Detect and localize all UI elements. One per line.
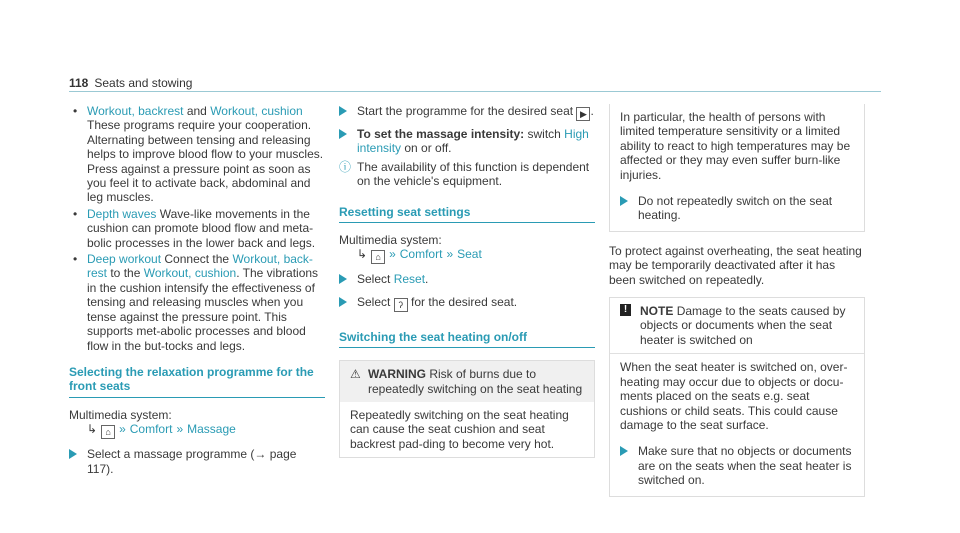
warning-icon: ⚠ — [350, 367, 361, 382]
term-link[interactable]: Workout, back-rest — [87, 252, 313, 281]
list-item: • Depth waves Wave-like movements in the cushion can promote blood flow and meta-bolic processes in the lower back and legs. — [73, 206, 316, 250]
column-2 — [339, 104, 595, 458]
instruction-step — [339, 272, 595, 286]
note-box — [609, 297, 865, 496]
text: and — [183, 104, 211, 118]
text: . The vibrations in the cushion intensify the effectiveness of tensing and releasing muscles when you tense against the pressure point. This supports met-abolic processes and blood flow in the but-tocks and legs. — [87, 266, 319, 353]
note-body: When the seat heater is switched on, over-heating may occur due to objects or docu-ments placed on the seats e.g. seat cushions or child seats. This could cause damage to the seat surface. — [610, 353, 864, 438]
system-label: Multimedia system: — [69, 407, 172, 422]
text: on or off. — [401, 141, 452, 156]
text: . — [425, 272, 429, 287]
chevron-icon: » — [446, 247, 454, 262]
step-arrow-icon — [339, 274, 347, 284]
text: switch — [524, 127, 565, 141]
header-rule — [69, 91, 881, 92]
path-item[interactable]: Massage — [187, 422, 236, 437]
warning-body: Repeatedly switching on the seat heating can cause the seat cushion and seat backrest pad-ding to become very hot. — [350, 408, 569, 451]
notice-icon: ! — [620, 304, 631, 316]
text: To set the massage intensity: — [357, 127, 525, 141]
warning-body: In particular, the health of persons with limited temperature sensitivity or a limited ability to react to high temperatures may be affected or they may even suffer burn-like injuries. — [620, 110, 851, 182]
text: Wave-like movements in the cushion can promote blood flow and meta-bolic processes in the lower back and legs. — [87, 206, 316, 250]
text: Select — [357, 294, 391, 309]
text: for the desired seat. — [411, 294, 518, 309]
note-header — [610, 298, 864, 353]
text: Select — [357, 272, 394, 287]
info-note — [339, 160, 595, 189]
step-arrow-icon — [339, 297, 347, 307]
section-title: Switching the seat heating on/off — [339, 330, 595, 348]
path-arrow-icon: ↳ — [87, 422, 98, 437]
instruction-step — [610, 188, 864, 231]
step-arrow-icon — [339, 106, 347, 116]
list-item: • Workout, backrest and Workout, cushion These programs require your cooperation. Alternating between tensing and releasing helps to improve blood flow to your muscles. Press against a pressure point as soon as you feel it to activate back, abdominal and leg muscles. — [73, 104, 324, 205]
term-link[interactable]: Reset — [393, 272, 426, 287]
section-title: Resetting seat settings — [339, 205, 595, 223]
instruction-step — [610, 438, 864, 495]
chevron-icon: » — [176, 422, 184, 437]
path-arrow-icon: ↳ — [357, 247, 368, 262]
text: Make sure that no objects or documents are on the seats when the seat heater is switched on. — [638, 444, 852, 488]
step-arrow-icon — [620, 446, 628, 456]
path-item[interactable]: Comfort — [399, 247, 443, 262]
step-arrow-icon — [69, 449, 77, 459]
path-item[interactable]: Seat — [457, 247, 482, 262]
term-link[interactable]: Deep workout — [87, 252, 162, 267]
warning-title: WARNING — [368, 367, 426, 382]
chevron-icon: » — [389, 247, 396, 262]
paragraph: To protect against overheating, the seat heating may be temporarily deactivated after it has been switched on repeatedly. — [609, 243, 862, 287]
instruction-step: Start the programme for the desired seat ▶ . — [339, 104, 595, 121]
text: Damage to the seats caused by objects or documents when the seat heater is switched on — [640, 304, 846, 347]
text: Risk of burns due to repeatedly switching on the seat heating — [368, 367, 583, 396]
section-title: Selecting the relaxation programme for the front seats — [69, 365, 325, 398]
home-icon[interactable]: ⌂ — [101, 425, 115, 439]
step-arrow-icon — [620, 196, 628, 206]
warning-header — [340, 361, 594, 402]
step-arrow-icon — [339, 129, 347, 139]
text: The availability of this function is dependent on the vehicle's equipment. — [357, 159, 590, 189]
text: Do not repeatedly switch on the seat heating. — [638, 194, 833, 223]
chevron-icon: » — [119, 422, 126, 437]
column-1 — [69, 104, 325, 476]
term-link[interactable]: Workout, cushion — [210, 104, 303, 118]
system-label: Multimedia system: — [339, 233, 442, 248]
instruction-step — [339, 127, 595, 156]
page-number: 118 — [69, 76, 89, 90]
text: These programs require your cooperation. Alternating between tensing and releasing helps to improve blood flow to your muscles. Press against a pressure point as soon as you feel it to activate back, abdominal and leg muscles. — [87, 118, 324, 205]
warning-box-continued — [609, 104, 865, 232]
warning-box — [339, 360, 595, 458]
seat-icon[interactable]: ʔ — [394, 298, 408, 312]
instruction-step — [339, 295, 595, 312]
term-link[interactable]: Workout, cushion — [143, 266, 237, 281]
play-icon[interactable]: ▶ — [576, 107, 590, 121]
path-item[interactable]: Comfort — [129, 422, 173, 437]
instruction-step — [69, 447, 325, 476]
term-link[interactable]: Workout, backrest — [87, 104, 184, 118]
term-link[interactable]: High intensity — [357, 127, 589, 156]
menu-path — [339, 247, 595, 264]
text: Start the programme for the desired seat — [357, 104, 574, 118]
info-icon: ⓘ — [339, 159, 352, 174]
text: Select a massage programme (→ page 117). — [87, 447, 297, 476]
text: to the — [107, 266, 144, 281]
home-icon[interactable]: ⌂ — [371, 250, 385, 264]
term-link[interactable]: Depth waves — [87, 206, 157, 221]
list-item: • Deep workout Connect the Workout, back-rest to the Workout, cushion. The vibrations in the cushion intensify the effectiveness of tensing and releasing muscles when you tense against the pressure point. This supports met-abolic processes and blood flow in the but-tocks and legs. — [73, 252, 319, 353]
page-title: Seats and stowing — [94, 76, 193, 90]
menu-path — [69, 422, 325, 439]
note-title: NOTE — [640, 304, 674, 319]
page-header — [69, 76, 192, 90]
column-3 — [609, 104, 865, 497]
text: Connect the — [161, 252, 233, 267]
